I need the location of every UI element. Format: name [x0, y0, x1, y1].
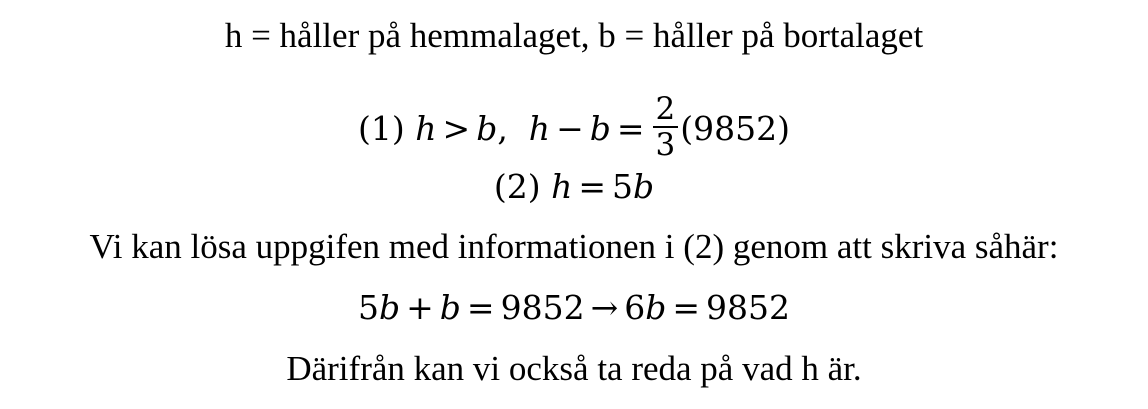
- eq3-equals1: =: [466, 288, 495, 327]
- eq1-h2: h: [528, 109, 551, 148]
- eq3-b2: b: [439, 288, 461, 327]
- fraction-numerator: 2: [653, 92, 679, 128]
- eq1-b2: b: [589, 109, 611, 148]
- equation-1-label: (1): [358, 109, 405, 148]
- eq3-equals2: =: [672, 288, 700, 327]
- eq1-comma: ,: [497, 109, 508, 148]
- eq2-coefficient: 5: [612, 167, 634, 206]
- eq2-equals: =: [578, 167, 607, 206]
- eq2-h: h: [551, 167, 573, 206]
- eq3-b1: b: [379, 288, 401, 327]
- equation-3: [0, 288, 1148, 328]
- eq1-value: (9852): [680, 109, 790, 148]
- explanation-text: Vi kan lösa uppgifen med informationen i (2) genom att skriva såhär:: [89, 227, 1059, 266]
- equation-1: [0, 91, 1148, 166]
- eq3-value1: 9852: [500, 288, 585, 327]
- eq3-coef1: 5: [358, 288, 380, 327]
- eq1-greater-than: >: [442, 109, 471, 148]
- variable-definitions: h = håller på hemmalaget, b = håller på bortalaget: [224, 16, 924, 55]
- fraction-two-thirds: [653, 92, 679, 162]
- eq1-equals: =: [616, 109, 645, 148]
- eq3-b3: b: [645, 288, 667, 327]
- eq3-plus: +: [406, 288, 434, 327]
- equation-2: [0, 167, 1148, 207]
- conclusion-text: Därifrån kan vi också ta reda på vad h är.: [286, 349, 862, 388]
- eq1-h: h: [415, 109, 437, 148]
- eq1-b: b: [476, 109, 498, 148]
- eq3-arrow: →: [590, 288, 619, 327]
- eq3-coef2: 6: [624, 288, 646, 327]
- eq3-value2: 9852: [706, 288, 790, 327]
- eq1-minus: −: [556, 109, 584, 148]
- eq2-b: b: [633, 167, 655, 206]
- equation-2-label: (2): [493, 167, 541, 206]
- fraction-denominator: 3: [655, 127, 676, 163]
